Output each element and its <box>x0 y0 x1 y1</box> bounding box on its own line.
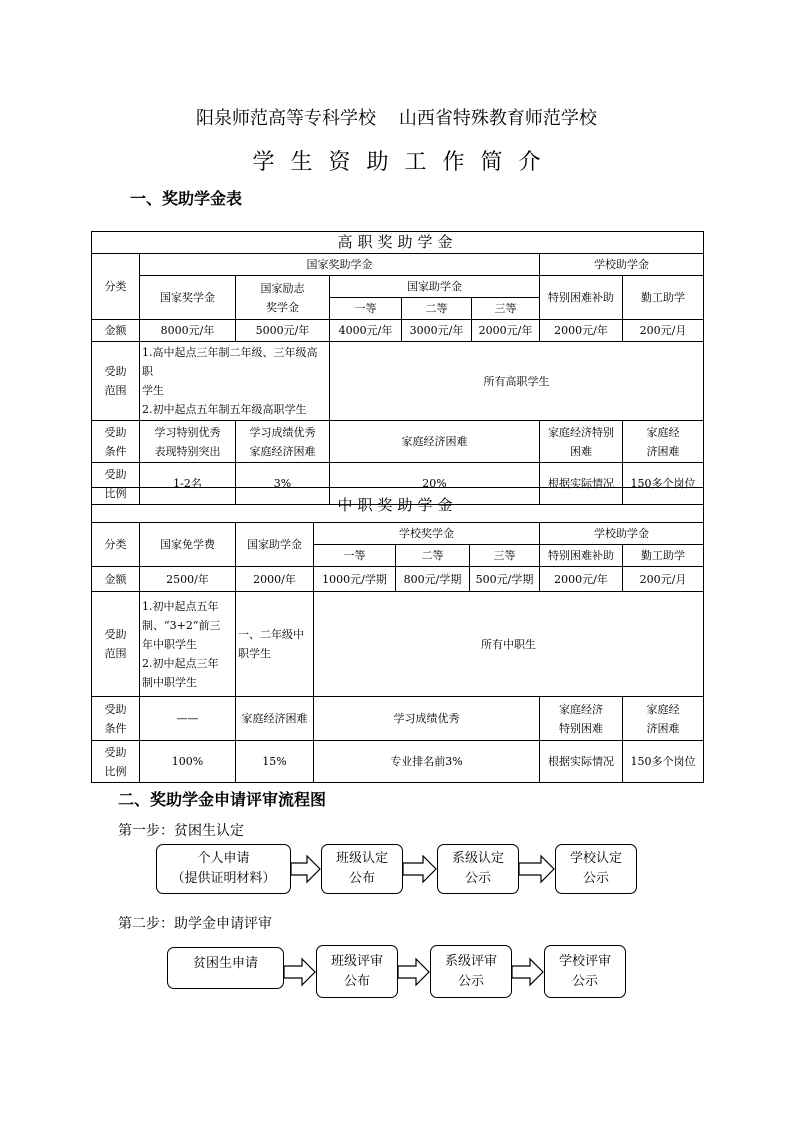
cell-line: 家庭经济特别 <box>548 425 614 439</box>
table-cell: 500元/学期 <box>470 567 540 592</box>
scope-line: 1.高中起点三年制二年级、三年级高职 <box>142 346 318 378</box>
table-title: 中职奖助学金 <box>92 488 704 523</box>
table-cell <box>540 697 623 741</box>
label-line: 受助 <box>104 425 127 439</box>
box-line: 公布 <box>348 871 375 886</box>
table-row <box>92 342 704 421</box>
header-first-class: 一等 <box>314 545 396 567</box>
table-cell: 150多个岗位 <box>623 463 704 505</box>
table-row <box>92 567 704 592</box>
scope-national-grant <box>236 592 314 697</box>
flow2-box-department-review <box>430 945 512 998</box>
group-header-national: 国家奖助学金 <box>140 254 540 276</box>
arrow-right-icon <box>519 855 555 883</box>
cell-line: 济困难 <box>646 444 680 458</box>
flow2-box-school-review <box>544 945 626 998</box>
table-cell: 100% <box>140 741 236 783</box>
group-header-school: 学校助学金 <box>540 254 704 276</box>
label-line: 范围 <box>104 647 127 660</box>
scope-line: 职学生 <box>238 647 271 660</box>
box-line: 系级认定 <box>451 851 504 866</box>
table-cell: 200元/月 <box>623 567 704 592</box>
label-line: 范围 <box>104 384 127 397</box>
table-cell: 家庭经济困难 <box>330 421 540 463</box>
box-line: 公示 <box>464 871 491 886</box>
box-line: 贫困生申请 <box>192 956 258 971</box>
table-cell: 4000元/年 <box>330 320 402 342</box>
table-cell <box>623 697 704 741</box>
table-cell: 800元/学期 <box>396 567 470 592</box>
scope-line: 一、二年级中 <box>238 628 304 641</box>
table-row <box>92 488 704 523</box>
scope-all-students: 所有高职学生 <box>330 342 704 421</box>
school-names: 阳泉师范高等专科学校 山西省特殊教育师范学校 <box>196 108 597 129</box>
zhongzhi-scholarship-table <box>91 487 704 783</box>
header-national-grant: 国家助学金 <box>330 276 540 298</box>
table-cell <box>236 421 330 463</box>
header-first-class: 一等 <box>330 298 402 320</box>
row-label-ratio <box>92 741 140 783</box>
box-line: 公布 <box>343 973 370 989</box>
table-cell: 家庭经济困难 <box>236 697 314 741</box>
cell-line: 济困难 <box>646 721 680 735</box>
table-cell: 1000元/学期 <box>314 567 396 592</box>
scope-line: 2.初中起点五年制五年级高职学生 <box>142 403 307 416</box>
cell-line: 家庭经济 <box>559 702 603 716</box>
table-row <box>92 741 704 783</box>
table-cell: 2000元/年 <box>540 320 623 342</box>
box-line: 公示 <box>571 973 598 989</box>
table-cell: 根据实际情况 <box>540 463 623 505</box>
cell-line: 学习成绩优秀 <box>249 425 316 439</box>
category-header: 分类 <box>92 523 140 567</box>
scope-all-students: 所有中职生 <box>314 592 704 697</box>
flow1-box-class-confirm <box>321 844 403 894</box>
table-row <box>92 523 704 545</box>
header-second-class: 二等 <box>396 545 470 567</box>
header-line: 国家励志 <box>260 281 305 295</box>
group-header-school-grant: 学校助学金 <box>540 523 704 545</box>
header-special-hardship: 特别困难补助 <box>540 276 623 320</box>
box-line: 系级评审 <box>444 953 497 969</box>
scope-line: 制中职学生 <box>142 675 197 689</box>
table-cell: 专业排名前3% <box>314 741 540 783</box>
table-row <box>92 232 704 254</box>
header-third-class: 三等 <box>472 298 540 320</box>
table-cell: 20% <box>330 463 540 505</box>
table-row <box>92 697 704 741</box>
label-line: 条件 <box>104 444 127 458</box>
table-cell: 2500/年 <box>140 567 236 592</box>
flow2-box-class-review <box>316 945 398 998</box>
table-row <box>92 276 704 298</box>
header-tuition-free: 国家免学费 <box>140 523 236 567</box>
step2-label: 第二步：助学金申请评审 <box>118 916 272 932</box>
scope-line: 1.初中起点五年 <box>142 599 219 613</box>
section-heading-table: 一、奖助学金表 <box>130 189 243 208</box>
scope-line: 制、“3+2“前三 <box>142 618 221 632</box>
table-cell <box>623 421 704 463</box>
category-header: 分类 <box>92 254 140 320</box>
table-cell: 3% <box>236 463 330 505</box>
header-line: 奖学金 <box>266 300 299 314</box>
group-header-school-scholarship: 学校奖学金 <box>314 523 540 545</box>
cell-line: 家庭经 <box>646 702 680 716</box>
label-line: 比例 <box>104 764 127 778</box>
table-row <box>92 320 704 342</box>
flow2-box-poor-student-application <box>167 947 284 989</box>
arrow-right-icon <box>512 958 544 986</box>
header-encouragement-scholarship <box>236 276 330 320</box>
label-line: 比例 <box>104 486 127 500</box>
flow1-box-department-confirm <box>437 844 519 894</box>
box-line: （提供证明材料） <box>171 871 276 886</box>
cell-line: 家庭经 <box>646 425 680 439</box>
arrow-right-icon <box>403 855 437 883</box>
table-cell: 2000/年 <box>236 567 314 592</box>
header-third-class: 三等 <box>470 545 540 567</box>
label-line: 受助 <box>104 365 127 378</box>
flow1-box-school-confirm <box>555 844 637 894</box>
arrow-right-icon <box>291 855 321 883</box>
label-line: 受助 <box>104 745 127 759</box>
box-line: 班级认定 <box>335 851 388 866</box>
box-line: 公示 <box>457 973 484 989</box>
table-cell: 15% <box>236 741 314 783</box>
document-title: 学生资助工作简介 <box>252 150 557 175</box>
box-line: 学校认定 <box>569 851 622 866</box>
box-line: 公示 <box>582 871 609 886</box>
scope-line: 年中职学生 <box>142 637 197 651</box>
table-cell: 根据实际情况 <box>540 741 623 783</box>
row-label-amount: 金额 <box>92 567 140 592</box>
table-cell: 2000元/年 <box>540 567 623 592</box>
row-label-scope <box>92 342 140 421</box>
table-cell: 2000元/年 <box>472 320 540 342</box>
row-label-amount: 金额 <box>92 320 140 342</box>
header-special-hardship: 特别困难补助 <box>540 545 623 567</box>
table-cell: 8000元/年 <box>140 320 236 342</box>
label-line: 受助 <box>104 467 127 481</box>
header-national-grant: 国家助学金 <box>236 523 314 567</box>
table-cell: 1-2名 <box>140 463 236 505</box>
flow1-box-personal-application <box>156 844 291 894</box>
header-second-class: 二等 <box>402 298 472 320</box>
table-title: 高职奖助学金 <box>92 232 704 254</box>
box-line: 个人申请 <box>197 851 250 866</box>
table-row <box>92 421 704 463</box>
step1-label: 第一步：贫困生认定 <box>118 823 244 839</box>
table-cell <box>540 421 623 463</box>
table-cell: 5000元/年 <box>236 320 330 342</box>
scope-line: 2.初中起点三年 <box>142 656 219 670</box>
cell-line: 家庭经济困难 <box>249 444 316 458</box>
section-heading-flowchart: 二、奖助学金申请评审流程图 <box>118 790 327 809</box>
gaozhi-scholarship-table <box>91 231 704 505</box>
scope-tuition-free <box>140 592 236 697</box>
table-cell: 学习成绩优秀 <box>314 697 540 741</box>
table-row <box>92 592 704 697</box>
label-line: 受助 <box>104 628 127 641</box>
box-line: 学校评审 <box>558 953 611 969</box>
table-cell: —— <box>140 697 236 741</box>
header-national-scholarship: 国家奖学金 <box>140 276 236 320</box>
row-label-conditions <box>92 697 140 741</box>
table-cell: 3000元/年 <box>402 320 472 342</box>
label-line: 条件 <box>104 721 127 735</box>
cell-line: 表现特别突出 <box>154 444 221 458</box>
table-cell: 150多个岗位 <box>623 741 704 783</box>
table-row <box>92 254 704 276</box>
header-work-study: 勤工助学 <box>623 276 704 320</box>
cell-line: 困难 <box>570 444 592 458</box>
arrow-right-icon <box>398 958 430 986</box>
label-line: 受助 <box>104 702 127 716</box>
row-label-conditions <box>92 421 140 463</box>
scope-eligible-years <box>140 342 330 421</box>
cell-line: 特别困难 <box>559 721 603 735</box>
header-work-study: 勤工助学 <box>623 545 704 567</box>
box-line: 班级评审 <box>330 953 383 969</box>
scope-line: 学生 <box>142 384 164 397</box>
table-cell <box>140 421 236 463</box>
table-cell: 200元/月 <box>623 320 704 342</box>
row-label-scope <box>92 592 140 697</box>
arrow-right-icon <box>284 958 316 986</box>
cell-line: 学习特别优秀 <box>154 425 221 439</box>
